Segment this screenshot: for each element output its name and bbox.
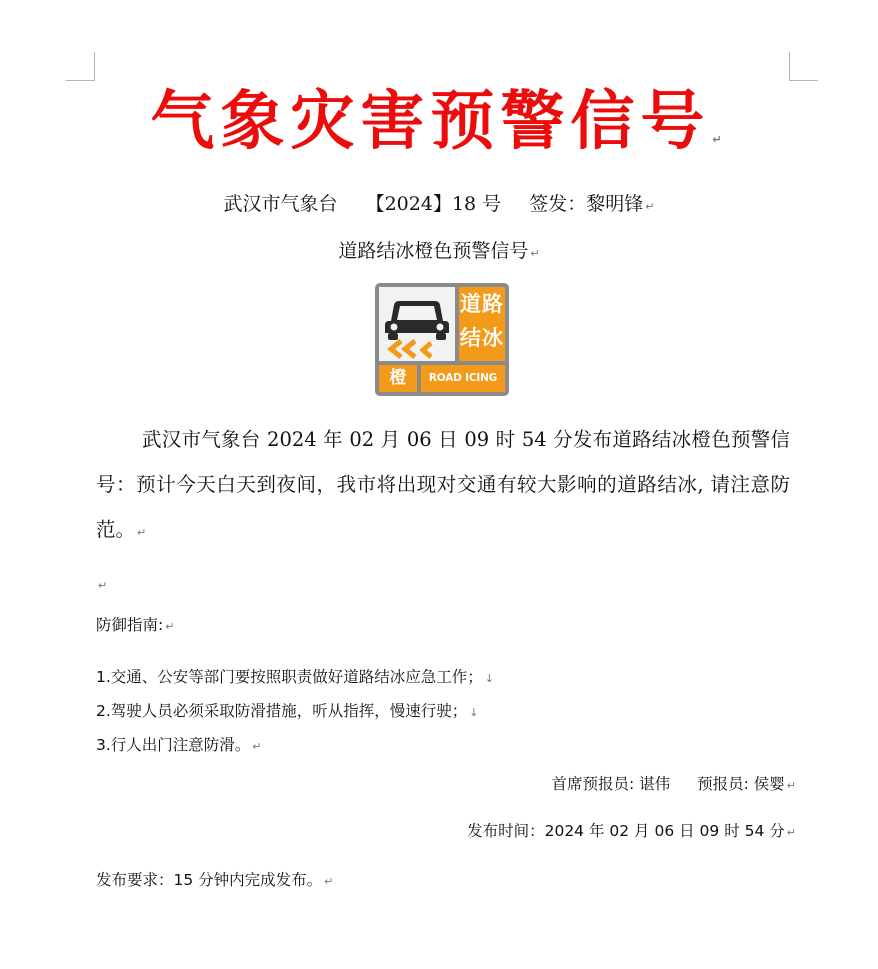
publish-time xyxy=(467,820,796,844)
list-item xyxy=(96,695,494,729)
document-title xyxy=(0,82,878,180)
doc-number: 【2024】18 号 xyxy=(365,193,502,215)
page-corner-mark-top-left xyxy=(66,52,95,81)
paragraph-mark-icon: ↵ xyxy=(530,247,540,260)
badge-level-text: 橙 xyxy=(379,365,417,392)
list-item-text: 2.驾驶人员必须采取防滑措施，听从指挥，慢速行驶； xyxy=(96,702,468,720)
guide-heading xyxy=(96,614,174,638)
paragraph-mark-icon: ↵ xyxy=(712,133,728,146)
issuer: 武汉市气象台 xyxy=(223,193,338,215)
body-text: 武汉市气象台 2024 年 02 月 06 日 09 时 54 分发布道路结冰橙色预警信号：预计今天白天到夜间，我市将出现对交通有较大影响的道路结冰, 请注意防范。 xyxy=(96,428,790,541)
signer-label: 签发： xyxy=(529,193,587,215)
paragraph-mark-icon: ↵ xyxy=(645,200,655,213)
list-item-text: 3.行人出门注意防滑。 xyxy=(96,736,251,754)
title-text: 气象灾害预警信号 xyxy=(150,84,711,159)
paragraph-mark-icon: ↵ xyxy=(252,740,262,753)
chief-forecaster-label: 首席预报员: xyxy=(551,775,635,793)
list-item-text: 1.交通、公安等部门要按照职责做好道路结冰应急工作； xyxy=(96,668,483,686)
warning-subtitle xyxy=(0,237,878,268)
forecaster: 侯婴 xyxy=(753,775,785,793)
chief-forecaster: 谌伟 xyxy=(639,775,671,793)
signer: 黎明锋 xyxy=(586,193,644,215)
paragraph-mark-icon: ↵ xyxy=(165,620,175,633)
paragraph-mark-icon: ↵ xyxy=(98,579,108,592)
page-corner-mark-top-right xyxy=(789,52,818,81)
issuer-line xyxy=(0,190,878,221)
paragraph-mark-icon: ↵ xyxy=(324,875,334,888)
list-item xyxy=(96,661,494,695)
subtitle-text: 道路结冰橙色预警信号 xyxy=(338,240,529,262)
paragraph-mark-icon: ↵ xyxy=(137,526,147,539)
requirement-text: 发布要求：15 分钟内完成发布。 xyxy=(96,871,323,889)
forecasters-line xyxy=(551,773,796,797)
line-break-icon: ↓ xyxy=(469,706,479,719)
empty-paragraph xyxy=(96,574,107,593)
publish-time-text: 发布时间：2024 年 02 月 06 日 09 时 54 分 xyxy=(467,822,785,840)
badge-english-text: ROAD ICING xyxy=(421,365,505,392)
paragraph-mark-icon: ↵ xyxy=(786,826,796,839)
car-skid-icon xyxy=(379,287,455,361)
publish-requirement xyxy=(96,869,333,893)
paragraph-mark-icon: ↵ xyxy=(786,779,796,792)
warning-body-paragraph xyxy=(96,417,790,555)
list-item xyxy=(96,729,494,763)
road-icing-warning-badge xyxy=(375,283,509,396)
line-break-icon: ↓ xyxy=(484,672,495,685)
guide-list xyxy=(96,661,494,763)
guide-title-text: 防御指南: xyxy=(96,616,164,634)
badge-chinese-text: 道路结冰 xyxy=(459,287,505,361)
forecaster-label: 预报员: xyxy=(697,775,749,793)
